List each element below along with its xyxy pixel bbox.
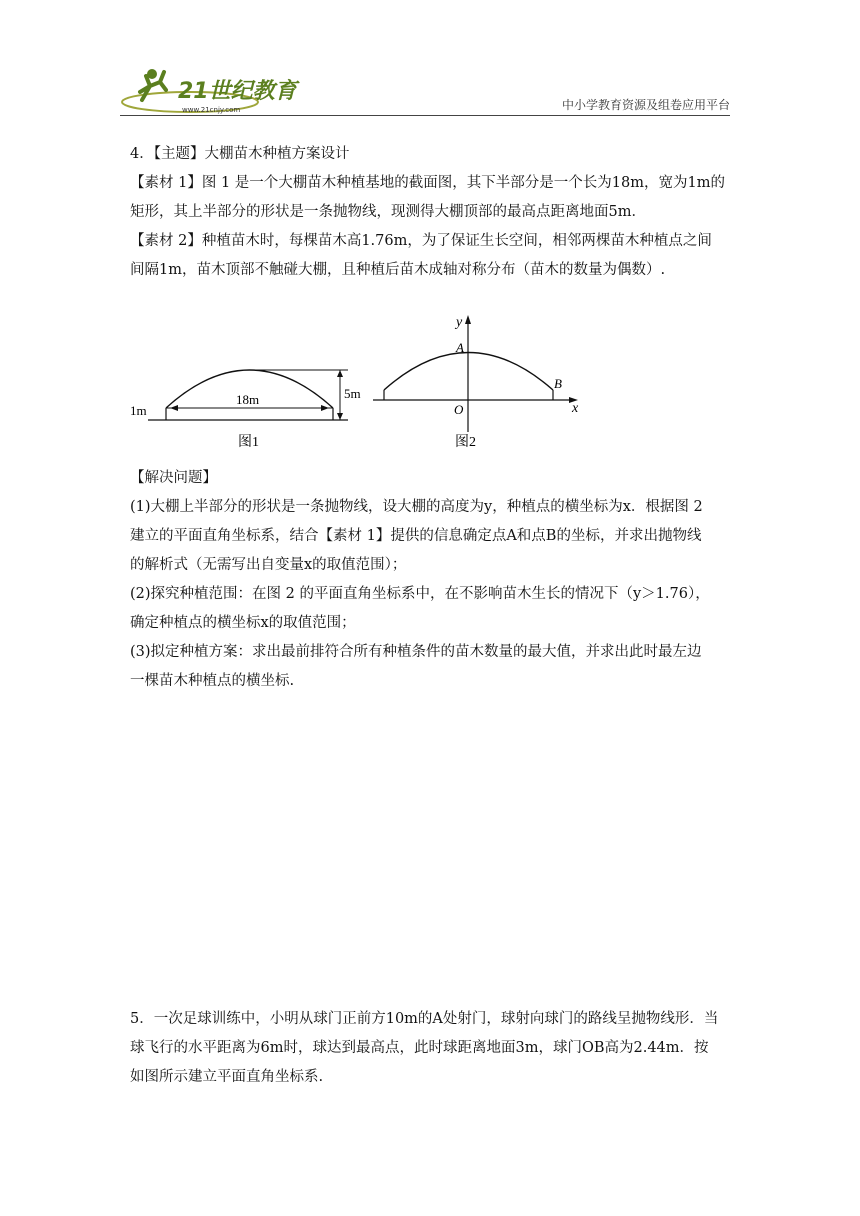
solve-heading: 【解决问题】	[130, 470, 217, 486]
fig1-height-label: 5m	[344, 386, 361, 401]
fig1-caption: 图1	[238, 435, 259, 450]
question-4	[130, 140, 730, 285]
material-1-line-1: 【素材 1】图 1 是一个大棚苗木种植基地的截面图，其下半部分是一个长为18m，宽为1m的	[130, 175, 725, 191]
fig1-width-label: 18m	[236, 392, 260, 407]
fig2-point-a: A	[456, 340, 464, 355]
question-4-problems	[130, 464, 730, 696]
header-divider	[120, 115, 730, 116]
logo-text: 21世纪教育	[178, 79, 297, 104]
q4-title: 4．【主题】大棚苗木种植方案设计	[130, 146, 350, 162]
logo-url: www.21cnjy.com	[182, 106, 241, 114]
figure-2	[373, 315, 579, 450]
material-2-line-1: 【素材 2】种植苗木时，每棵苗木高1.76m，为了保证生长空间，相邻两棵苗木种植点之间	[130, 233, 712, 249]
fig2-point-b: B	[554, 376, 562, 391]
part-2-line-2: 确定种植点的横坐标x的取值范围；	[130, 615, 356, 631]
fig2-x-axis-label: x	[572, 401, 579, 416]
part-2-line-1: (2)探究种植范围：在图 2 的平面直角坐标系中，在不影响苗木生长的情况下（y＞1.76），	[130, 586, 710, 602]
part-3-line-2: 一棵苗木种植点的横坐标.	[130, 673, 295, 689]
platform-name: 中小学教育资源及组卷应用平台	[561, 98, 730, 112]
fig2-origin: O	[454, 402, 464, 417]
runner-icon	[140, 69, 166, 100]
greenhouse-figures	[128, 312, 598, 462]
fig1-base-label: 1m	[130, 403, 147, 418]
question-5	[130, 1005, 730, 1092]
material-1-line-2: 矩形，其上半部分的形状是一条抛物线，现测得大棚顶部的最高点距离地面5m．	[130, 204, 646, 220]
q5-line-3: 如图所示建立平面直角坐标系.	[130, 1069, 324, 1085]
part-1-line-3: 的解析式（无需写出自变量x的取值范围）；	[130, 557, 407, 573]
page-header	[120, 62, 730, 118]
material-2-line-2: 间隔1m，苗木顶部不触碰大棚，且种植后苗木成轴对称分布（苗木的数量为偶数）.	[130, 262, 666, 278]
logo	[120, 62, 320, 118]
q5-line-2: 球飞行的水平距离为6m时，球达到最高点，此时球距离地面3m，球门OB高为2.44m．按	[130, 1040, 709, 1056]
fig2-y-axis-label: y	[456, 315, 463, 330]
figure-1	[130, 370, 361, 450]
fig2-caption: 图2	[455, 435, 476, 450]
part-1-line-1: (1)大棚上半部分的形状是一条抛物线，设大棚的高度为y，种植点的横坐标为x．根据图 2	[130, 499, 703, 515]
part-3-line-1: (3)拟定种植方案：求出最前排符合所有种植条件的苗木数量的最大值，并求出此时最左边	[130, 644, 702, 660]
part-1-line-2: 建立的平面直角坐标系，结合【素材 1】提供的信息确定点A和点B的坐标，并求出抛物线	[130, 528, 702, 544]
q5-line-1: 5．一次足球训练中，小明从球门正前方10m的A处射门，球射向球门的路线呈抛物线形．当	[130, 1011, 719, 1027]
